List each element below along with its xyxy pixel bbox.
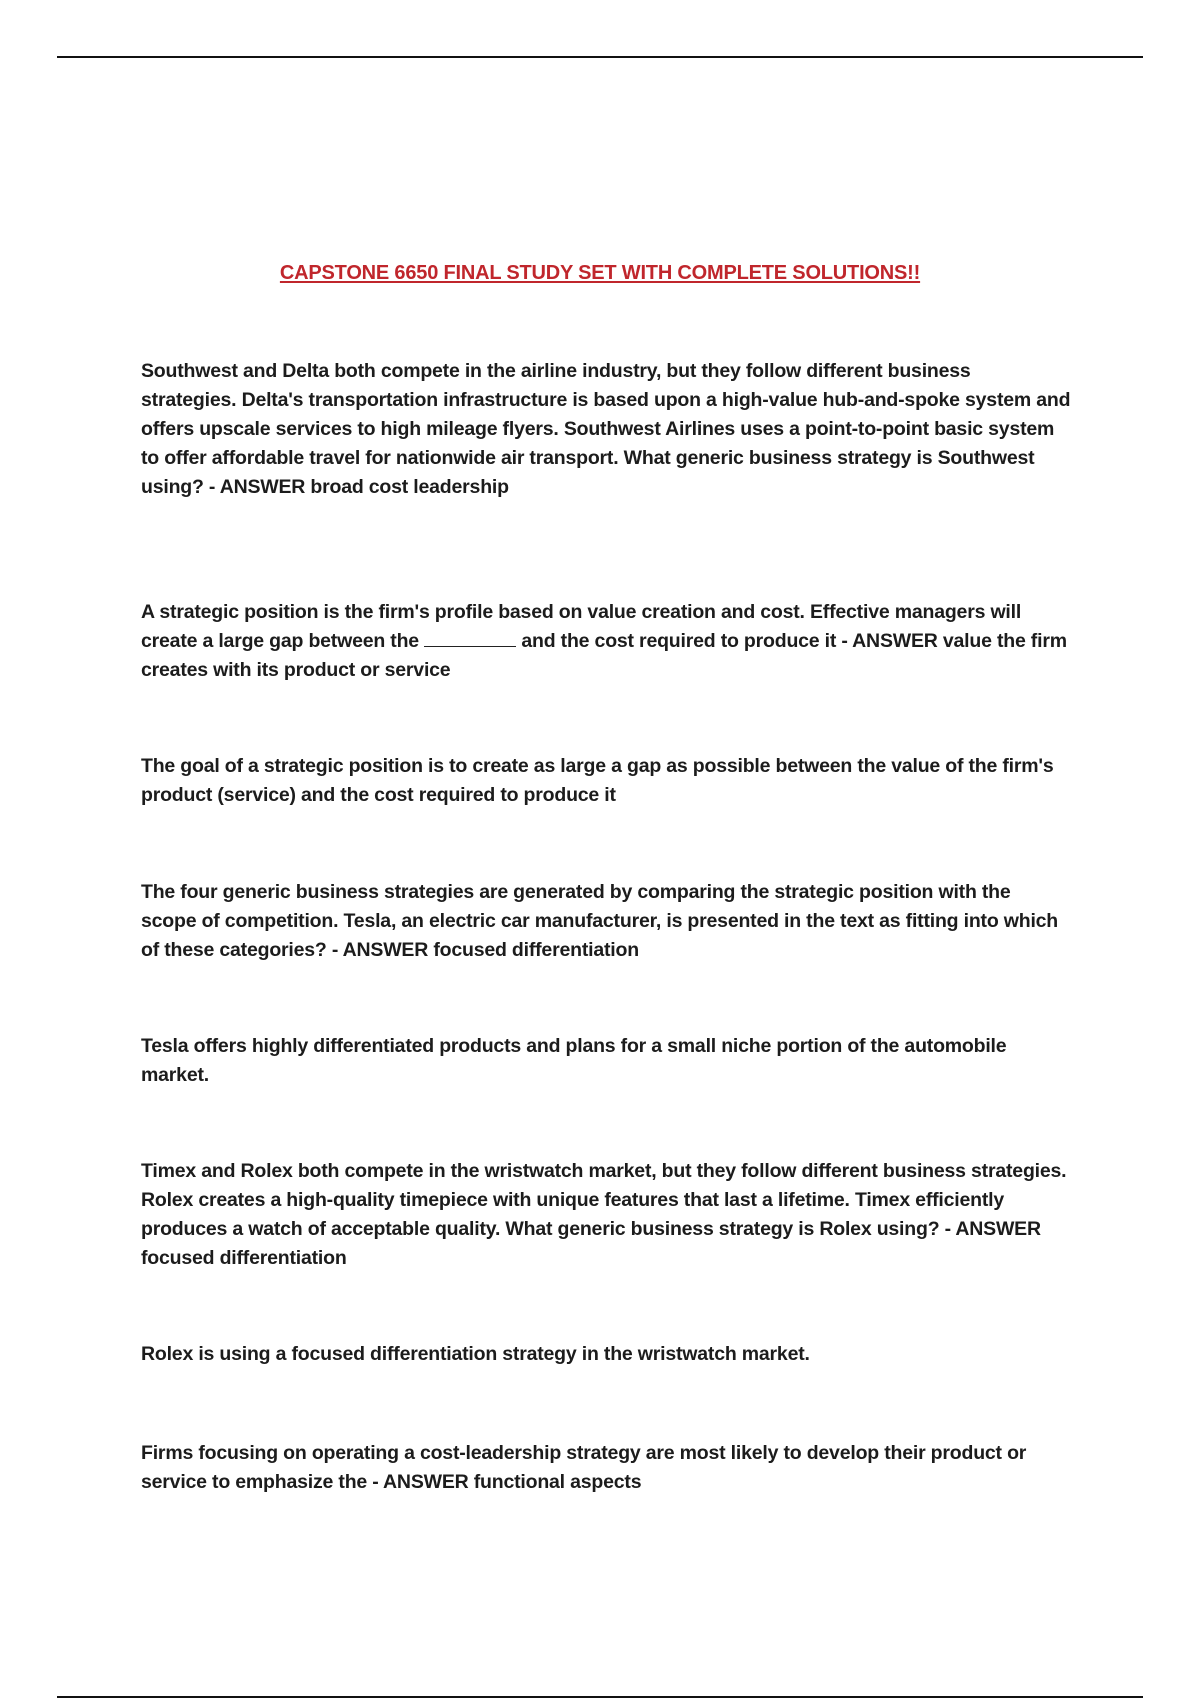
qa-block-tesla-question: The four generic business strategies are generated by comparing the strategic position with the scope of competition. Tesla, an electric car manufacturer, is presented in the text as fitting into which of these categories? - ANSWER focused differentiation <box>141 881 1059 961</box>
qa-block-goal: The goal of a strategic position is to create as large a gap as possible between the value of the firm's product (service) and the cost required to produce it <box>141 755 1054 806</box>
qa-block-southwest: Southwest and Delta both compete in the airline industry, but they follow different business strategies. Delta's transportation infrastructure is based upon a high-value hub-and-spoke system and offers upscale services to high mileage flyers. Southwest Airlines uses a point-to-point basic system to offer affordable travel for nationwide air transport. What generic business strategy is Southwest using? - ANSWER broad cost leadership <box>141 360 1071 498</box>
qa-block-strategic-position <box>141 598 1071 685</box>
bottom-divider <box>57 1696 1143 1698</box>
document-title: CAPSTONE 6650 FINAL STUDY SET WITH COMPLETE SOLUTIONS!! <box>279 262 921 284</box>
answer-text: and the cost required to produce it - ANSWER value the firm creates with its product or service <box>141 630 1067 681</box>
qa-block-tesla-note: Tesla offers highly differentiated products and plans for a small niche portion of the automobile market. <box>141 1035 1007 1086</box>
qa-block-rolex-question: Timex and Rolex both compete in the wristwatch market, but they follow different business strategies. Rolex creates a high-quality timepiece with unique features that last a lifetime. Timex efficiently produces a watch of acceptable quality. What generic business strategy is Rolex using? - ANSWER focused differentiation <box>141 1160 1067 1269</box>
qa-block-rolex-note: Rolex is using a focused differentiation strategy in the wristwatch market. <box>141 1343 810 1365</box>
fill-in-blank <box>424 628 516 647</box>
top-divider <box>57 56 1143 58</box>
qa-block-cost-leadership: Firms focusing on operating a cost-leadership strategy are most likely to develop their product or service to emphasize the - ANSWER functional aspects <box>141 1442 1027 1493</box>
question-text: A strategic position is the firm's profile based on value creation and cost. Effective managers will create a large gap between the <box>141 601 1022 652</box>
